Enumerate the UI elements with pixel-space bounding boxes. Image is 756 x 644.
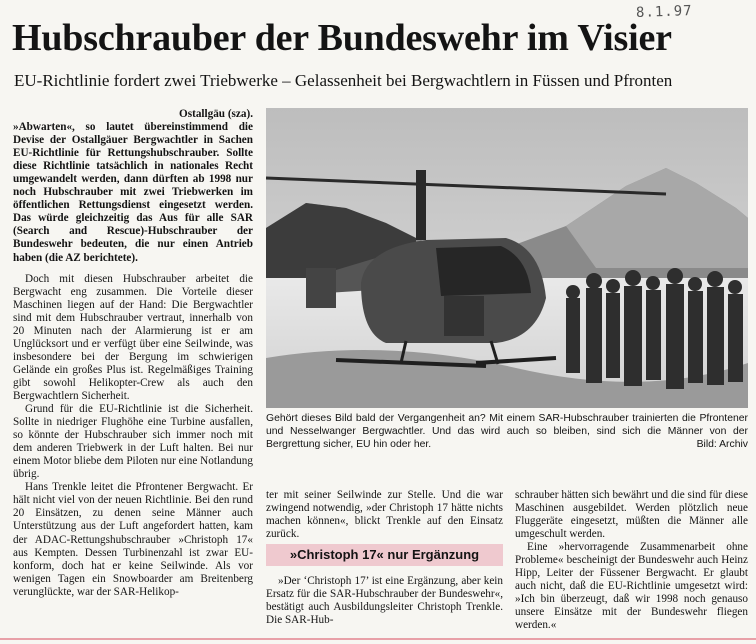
caption-text: Gehört dieses Bild bald der Vergangenheit an? Mit einem SAR-Hubschrauber trainierten die Pfrontener und Nesselwanger Bergwachtler. Und das wird auch so bleiben, sind sich die Männer von der Bergrettung sicher, EU hin oder her. <box>266 413 748 450</box>
subheadline: EU-Richtlinie fordert zwei Triebwerke – Gelassenheit bei Bergwachtlern in Füssen und Pfronten <box>14 71 673 90</box>
body-paragraph: Hans Trenkle leitet die Pfrontener Bergwacht. Er hält nicht viel von der neuen Richtlinie. Bei den rund 20 Einsätzen, zu denen seine Männer auch Unterstützung aus der Luft angefordert hatten, kam der ADAC-Rettungshubschrauber »Christoph 17« aus Kempten. Dessen Turbinenzahl ist zwar EU-konform, doch hat er keine Seilwinde. Als vor wenigen Tagen ein Snowboarder am Breitenberg verunglückte, war der SAR-Helikop- <box>13 481 253 598</box>
lead-block <box>13 108 253 265</box>
article-column-2-continued <box>266 575 503 627</box>
section-heading: »Christoph 17« nur Ergänzung <box>266 544 503 566</box>
body-paragraph: ter mit seiner Seilwinde zur Stelle. Und die war zwingend notwendig, »der Christoph 17 hätte nichts machen können«, blickt Trenkle auf den Einsatz zurück. <box>266 489 503 541</box>
photo-caption <box>266 412 748 451</box>
photo-credit: Bild: Archiv <box>696 439 748 450</box>
body-paragraph: Doch mit diesen Hubschrauber arbeitet die Bergwacht eng zusammen. Die Vorteile dieser Maschinen liegen auf der Hand: Die Bergwachtler sind mit dem Hubschrauber vertraut, innerhalb von 20 Minuten nach der Alarmierung ist er am Unglücksort und er verfügt über eine Seilwinde, was insbesondere bei der Bergung im schwierigen Gelände ein großes Plus ist. Regelmäßiges Training gibt sowohl Helikopter-Crew als auch den Bergwachtlern Sicherheit. <box>13 272 253 402</box>
article-column-3 <box>515 489 748 633</box>
body-paragraph: »Der ‘Christoph 17’ ist eine Ergänzung, aber kein Ersatz für die SAR-Hubschrauber der Bundeswehr«, bestätigt auch Ausbildungsleiter Christoph Trenkle. Die SAR-Hub- <box>266 575 503 627</box>
bottom-rule <box>0 638 756 640</box>
lead-paragraph: »Abwarten«, so lautet übereinstimmend die Devise der Ostallgäuer Bergwachtler in Sachen EU-Richtlinie für Rettungshubschrauber. Sollte diese Richtlinie tatsächlich in nationales Recht umgewandelt werden, dann dürften ab 1998 nur noch Hubschrauber mit zwei Triebwerken im öffentlichen Rettungsdienst eingesetzt werden. Das würde gleichzeitig das Aus für alle SAR (Search and Rescue)-Hubschrauber der Bundeswehr bedeuten, die nur einen Antrieb haben (die AZ berichtete). <box>13 121 253 264</box>
helicopter-photo <box>266 108 748 408</box>
handwritten-date: 8.1.97 <box>635 3 693 21</box>
photo-illustration <box>266 108 748 408</box>
article-column-1 <box>13 108 253 599</box>
article-column-2 <box>266 489 503 541</box>
body-paragraph: Grund für die EU-Richtlinie ist die Sicherheit. Sollte in niedriger Flughöhe eine Turbine ausfallen, so könnte der Hubschrauber sich immer noch mit dem anderen Triebwerk in der Luft halten. Bei nur einem Motor bliebe dem Piloten nur eine Notlandung übrig. <box>13 403 253 481</box>
body-paragraph: Eine »hervorragende Zusammenarbeit ohne Probleme« bescheinigt der Bundeswehr auch Heinz Hipp, Leiter der Füssener Bergwacht. Er glaubt auch nicht, daß die EU-Richtlinie umgesetzt wird: »Ich bin überzeugt, daß wir 1998 noch genauso unsere Einsätze mit der Bundeswehr fliegen werden.« <box>515 541 748 632</box>
dateline: Ostallgäu (sza). <box>179 108 253 120</box>
headline: Hubschrauber der Bundeswehr im Visier <box>12 17 672 59</box>
body-paragraph: schrauber hätten sich bewährt und die sind für diese Maschinen ausgebildet. Werden plötzlich neue Fluggeräte eingesetzt, müßten die Männer alle umgeschult werden. <box>515 489 748 541</box>
